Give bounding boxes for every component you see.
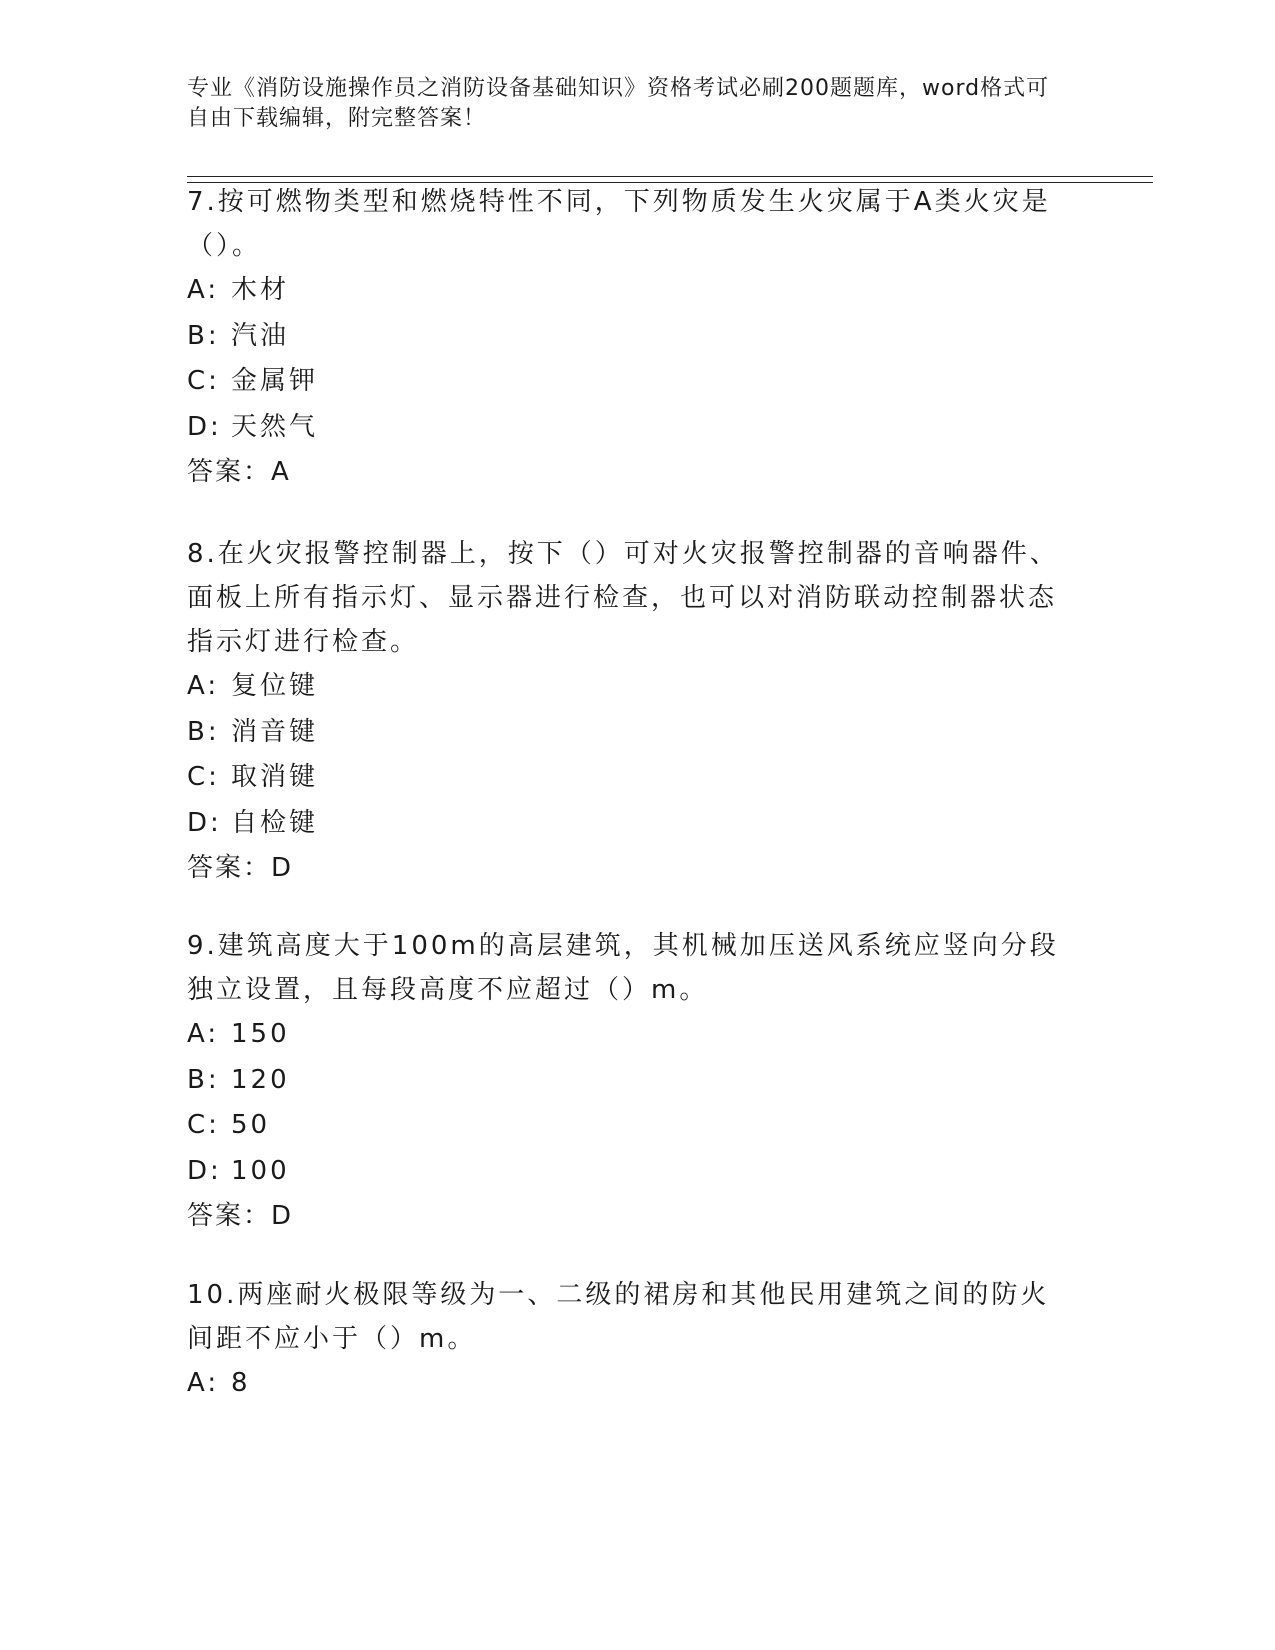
answer-value: A: [271, 457, 291, 487]
option-letter: C:: [187, 366, 220, 396]
option-c: [187, 1103, 1077, 1149]
option-letter: C:: [187, 762, 220, 792]
option-text: 8: [231, 1368, 251, 1398]
question-8: [187, 532, 1077, 892]
option-a: [187, 664, 1077, 710]
answer-value: D: [271, 1201, 294, 1231]
answer-value: D: [271, 853, 294, 883]
answer-line: [187, 846, 1077, 892]
option-text: 自检键: [231, 807, 319, 838]
question-7: [187, 180, 1077, 496]
option-text: 汽油: [231, 320, 290, 351]
option-letter: B:: [187, 320, 220, 351]
question-text: 10.两座耐火极限等级为一、二级的裙房和其他民用建筑之间的防火间距不应小于（）m。: [187, 1280, 1050, 1354]
answer-label: 答案：: [187, 853, 272, 883]
option-c: [187, 755, 1077, 801]
question-10: [187, 1273, 1077, 1407]
option-letter: D:: [187, 411, 222, 442]
question-text: 7.按可燃物类型和燃烧特性不同，下列物质发生火灾属于A类火灾是（）。: [187, 187, 1051, 261]
answer-line: [187, 450, 1077, 496]
answer-label: 答案：: [187, 1201, 272, 1231]
document-header: 专业《消防设施操作员之消防设备基础知识》资格考试必刷200题题库，word格式可自由下载编辑，附完整答案！: [187, 76, 1050, 131]
option-text: 120: [231, 1064, 290, 1095]
option-letter: B:: [187, 716, 220, 747]
option-letter: D:: [187, 807, 222, 838]
question-text: 9.建筑高度大于100m的高层建筑，其机械加压送风系统应竖向分段独立设置，且每段高度不应超过（）m。: [187, 931, 1059, 1005]
option-a: [187, 268, 1077, 314]
option-text: 50: [231, 1110, 271, 1140]
option-b: [187, 710, 1077, 756]
option-b: [187, 1058, 1077, 1104]
option-d: [187, 801, 1077, 847]
option-text: 木材: [231, 275, 290, 305]
option-text: 复位键: [231, 671, 319, 701]
option-text: 消音键: [231, 716, 319, 747]
header-divider-line: [187, 176, 1153, 177]
option-letter: B:: [187, 1064, 220, 1095]
option-text: 金属钾: [231, 366, 319, 396]
option-letter: D:: [187, 1155, 222, 1186]
option-c: [187, 359, 1077, 405]
question-text: 8.在火灾报警控制器上，按下（）可对火灾报警控制器的音响器件、面板上所有指示灯、显示器进行检查，也可以对消防联动控制器状态指示灯进行检查。: [187, 539, 1059, 657]
option-a: [187, 1012, 1077, 1058]
option-text: 100: [231, 1155, 290, 1186]
option-letter: A:: [187, 275, 220, 305]
answer-label: 答案：: [187, 457, 272, 487]
option-letter: A:: [187, 1019, 220, 1049]
option-d: [187, 1149, 1077, 1195]
option-d: [187, 405, 1077, 451]
option-a: [187, 1361, 1077, 1407]
option-text: 取消键: [231, 762, 319, 792]
answer-line: [187, 1194, 1077, 1240]
option-letter: A:: [187, 1368, 220, 1398]
option-letter: A:: [187, 671, 220, 701]
option-b: [187, 314, 1077, 360]
option-text: 天然气: [231, 411, 319, 442]
question-9: [187, 924, 1077, 1240]
option-text: 150: [231, 1019, 290, 1049]
option-letter: C:: [187, 1110, 220, 1140]
